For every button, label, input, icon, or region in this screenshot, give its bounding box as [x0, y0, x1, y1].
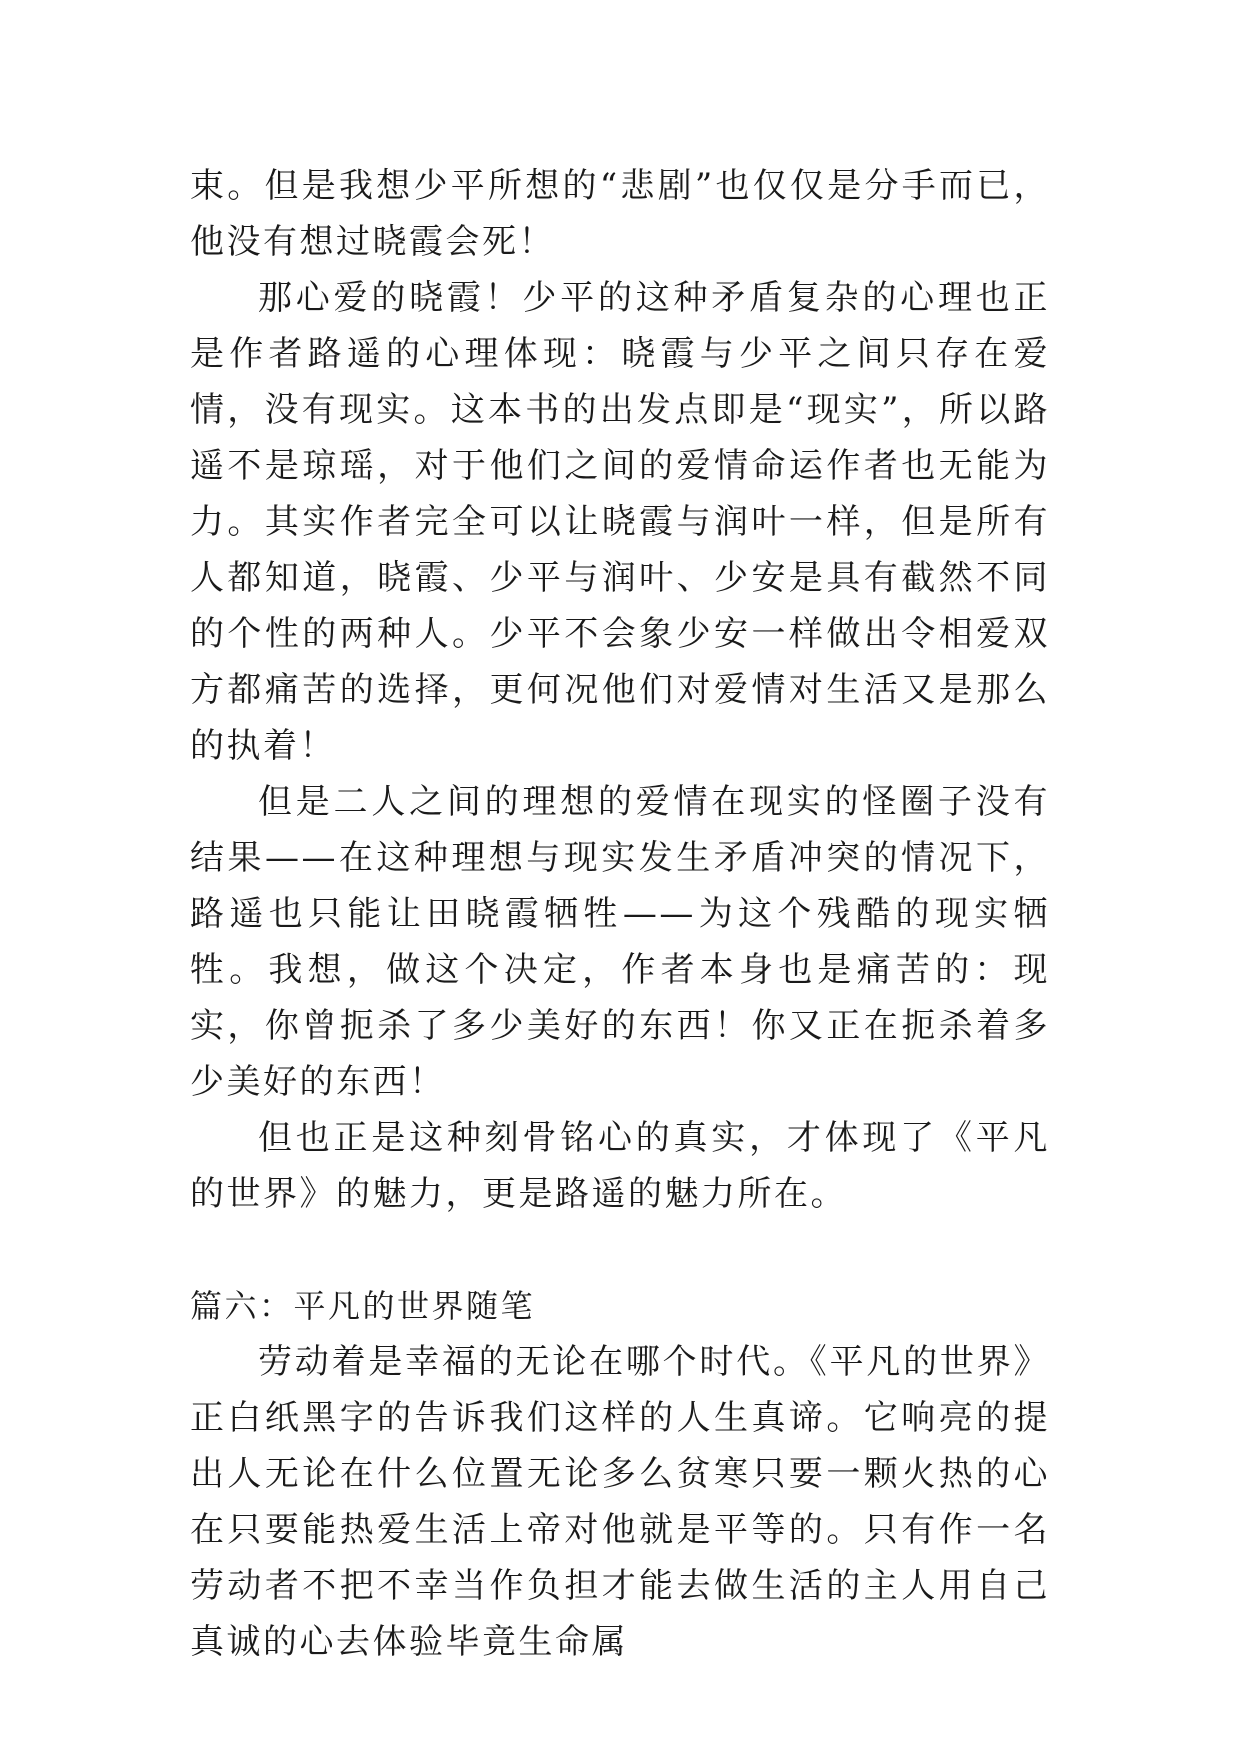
paragraph-ideal-vs-reality: 但是二人之间的理想的爱情在现实的怪圈子没有结果——在这种理想与现实发生矛盾冲突的情况下，路遥也只能让田晓霞牺牲——为这个残酷的现实牺牲。我想，做这个决定，作者本身也是痛苦的：现实，你曾扼杀了多少美好的东西！你又正在扼杀着多少美好的东西！: [190, 782, 1050, 1102]
paragraph-labor-happiness: 劳动着是幸福的无论在哪个时代。《平凡的世界》正白纸黑字的告诉我们这样的人生真谛。它响亮的提出人无论在什么位置无论多么贫寒只要一颗火热的心在只要能热爱生活上帝对他就是平等的。只有作一名劳动者不把不幸当作负担才能去做生活的主人用自己真诚的心去体验毕竟生命属: [190, 1342, 1050, 1662]
paragraph-continuation: 束。但是我想少平所想的“悲剧”也仅仅是分手而已，他没有想过晓霞会死！: [190, 166, 1050, 262]
paragraph-xiaoxia-reflection: 那心爱的晓霞！少平的这种矛盾复杂的心理也正是作者路遥的心理体现：晓霞与少平之间只存在爱情，没有现实。这本书的出发点即是“现实”，所以路遥不是琼瑶，对于他们之间的爱情命运作者也无能为力。其实作者完全可以让晓霞与润叶一样，但是所有人都知道，晓霞、少平与润叶、少安是具有截然不同的个性的两种人。少平不会象少安一样做出令相爱双方都痛苦的选择，更何况他们对爱情对生活又是那么的执着！: [190, 278, 1050, 766]
document-body: [190, 158, 1050, 1670]
paragraph-charm: 但也正是这种刻骨铭心的真实，才体现了《平凡的世界》的魅力，更是路遥的魅力所在。: [190, 1118, 1050, 1214]
section-heading: 篇六：平凡的世界随笔: [190, 1287, 536, 1325]
